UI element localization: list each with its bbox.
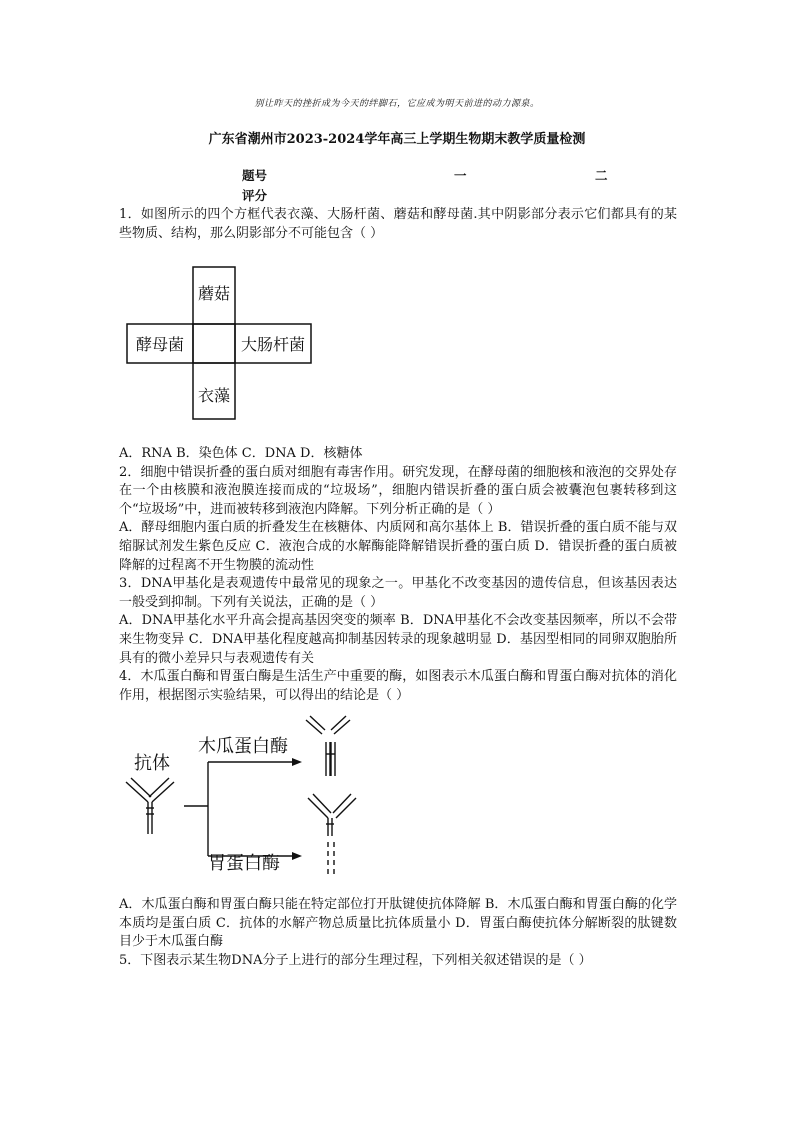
question-1 xyxy=(119,206,677,243)
antibody-icon xyxy=(126,778,174,834)
figure-four-boxes xyxy=(126,266,312,420)
arrow-lines xyxy=(184,762,296,856)
motto: 别让昨天的挫折成为今天的绊脚石，它应成为明天前进的动力源泉。 xyxy=(254,99,540,109)
label-antibody: 抗体 xyxy=(134,753,170,774)
pepsin-products-icon xyxy=(308,794,356,876)
label-ecoli: 大肠杆菌 xyxy=(240,335,306,354)
question-1-options: A．RNA B．染色体 C．DNA D．核糖体 xyxy=(119,446,363,461)
figure-antibody-digestion xyxy=(122,714,372,880)
question-4-options: A．木瓜蛋白酶和胃蛋白酶只能在特定部位打开肽键使抗体降解 B．木瓜蛋白酶和胃蛋白酶的化学本质均是蛋白质 C．抗体的水解产物总质量比抗体质量小 D．胃蛋白酶使抗体分解断裂的肽键数目少于木瓜蛋白酶 xyxy=(119,897,677,950)
papain-products-icon xyxy=(306,716,350,776)
score-row-label-number: 题号 xyxy=(242,168,268,183)
arrow-head-papain xyxy=(292,758,302,766)
question-3-stem: 3．DNA甲基化是表观遗传中最常见的现象之一。甲基化不改变基因的遗传信息，但该基因表达一般受到抑制。下列有关说法，正确的是（ ） xyxy=(119,576,677,610)
question-2-stem: 2．细胞中错误折叠的蛋白质对细胞有毒害作用。研究发现，在酵母菌的细胞核和液泡的交界处存在一个由核膜和液泡膜连接而成的“垃圾场”，细胞内错误折叠的蛋白质会被囊泡包裹转移到这个“垃圾场”中，进而被转移到液泡内降解。下列分析正确的是（ ） xyxy=(119,464,677,517)
question-3-options: A．DNA甲基化水平升高会提高基因突变的频率 B．DNA甲基化不会改变基因频率，所以不会带来生物变异 C．DNA甲基化程度越高抑制基因转录的现象越明显 D．基因型相同的同卵双胞胎所具有的微小差异只与表观遗传有关 xyxy=(119,613,677,666)
exam-title: 广东省潮州市2023-2024学年高三上学期生物期末教学质量检测 xyxy=(208,132,586,147)
question-4-stem: 4．木瓜蛋白酶和胃蛋白酶是生活生产中重要的酶，如图表示木瓜蛋白酶和胃蛋白酶对抗体的消化作用，根据图示实验结果，可以得出的结论是（ ） xyxy=(119,669,677,703)
question-2-options: A．酵母细胞内蛋白质的折叠发生在核糖体、内质网和高尔基体上 B．错误折叠的蛋白质不能与双缩脲试剂发生紫色反应 C．液泡合成的水解酶能降解错误折叠的蛋白质 D．错误折叠的蛋白质被降解的过程离不开生物膜的流动性 xyxy=(119,520,677,573)
label-mushroom: 蘑菇 xyxy=(197,284,231,303)
label-papain: 木瓜蛋白酶 xyxy=(198,736,288,757)
score-col-2: 二 xyxy=(595,168,608,183)
questions-block-2 xyxy=(119,896,677,970)
score-col-1: 一 xyxy=(454,168,467,183)
arrow-head-pepsin xyxy=(292,852,302,860)
label-pepsin: 胃蛋白酶 xyxy=(208,853,280,874)
question-5-stem: 5．下图表示某生物DNA分子上进行的部分生理过程，下列相关叙述错误的是（ ） xyxy=(119,952,592,968)
questions-block xyxy=(119,445,677,705)
label-yeast: 酵母菌 xyxy=(135,335,185,354)
label-chlamydomonas: 衣藻 xyxy=(197,386,231,405)
box-center xyxy=(193,324,235,363)
question-1-stem: 1．如图所示的四个方框代表衣藻、大肠杆菌、蘑菇和酵母菌.其中阴影部分表示它们都具有的某些物质、结构，那么阴影部分不可能包含（ ） xyxy=(119,207,677,241)
score-row-label-grade: 评分 xyxy=(242,188,268,203)
